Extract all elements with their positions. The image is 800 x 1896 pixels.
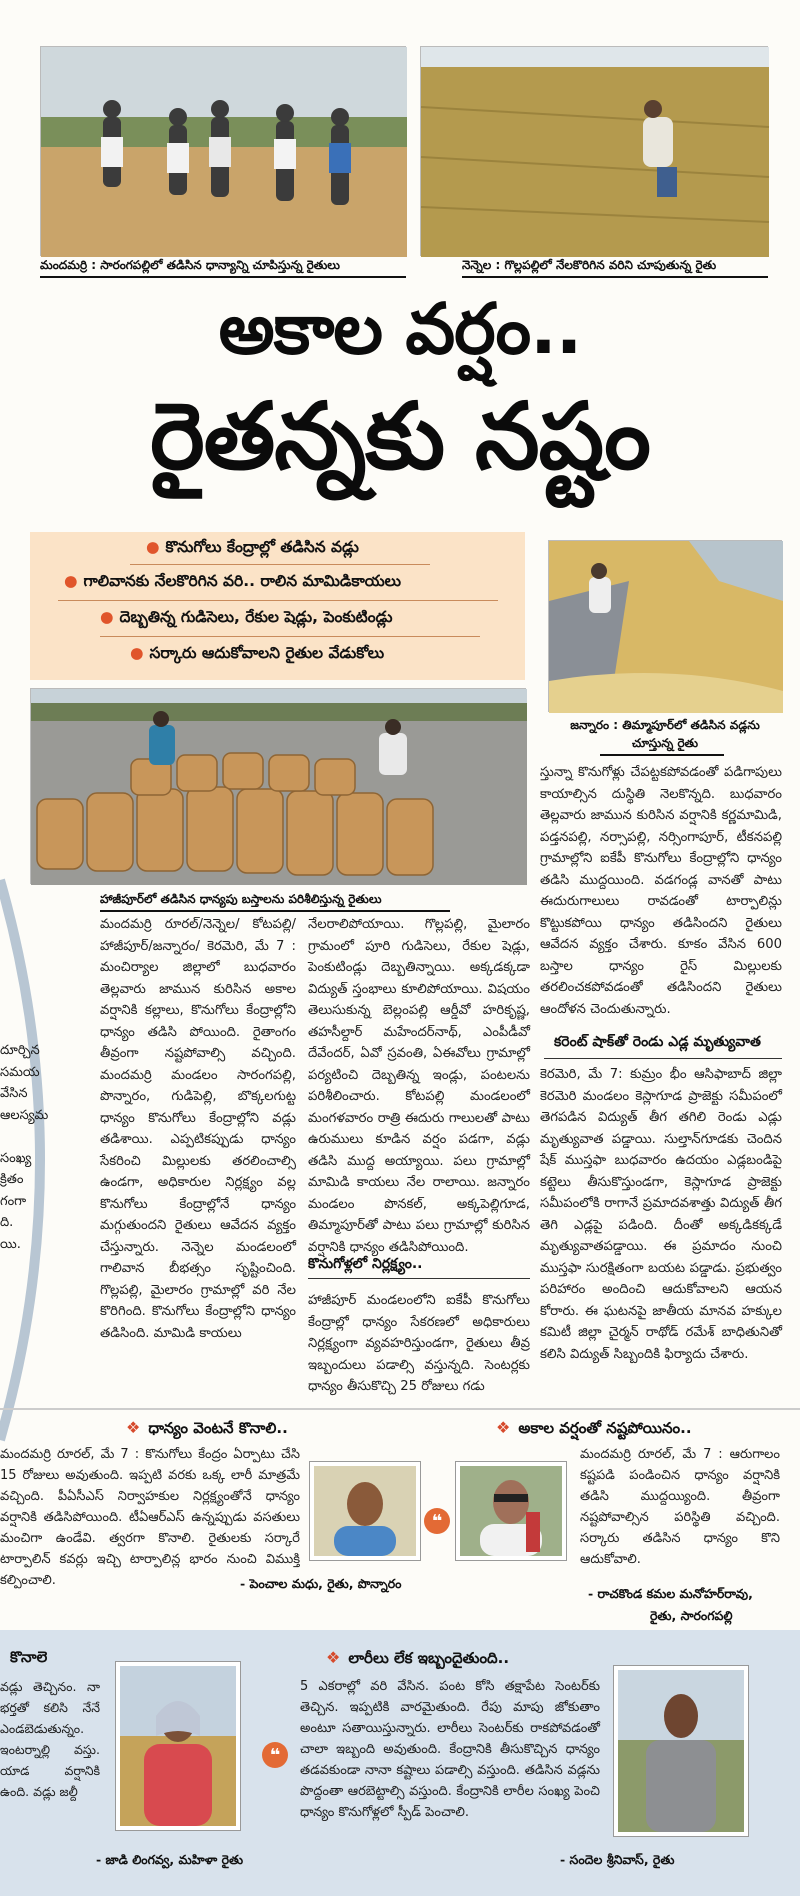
quote2-text: మందమర్రి రూరల్‌, మే 7 : ఆరుగాలం కష్టపడి పండించిన ధాన్యం వర్షానికి తడిసి ముద్దయ్యింది. తీవ్రంగా నష్టపోవాల్సిన పరిస్థితి వచ్చింది. సర్కారు తడిసిన ధాన్యం కొని ఆదుకోవాలి.: [580, 1447, 780, 1567]
article-col-2: నేలరాలిపోయాయి. గొల్లపల్లి, మైలారం గ్రామంలో పూరి గుడిసెలు, రేకుల షెడ్లు, పెంకుటిండ్లు దెబ్బతిన్నాయి. అక్కడక్కడా విద్యుత్‌ స్తంభాలు కూలిపోయాయి. విషయం తెలుసుకున్న బెల్లంపల్లి ఆర్డీవో హరికృష్ణ, తహసీల్దార్‌ మహేందర్‌నాథ్‌, ఎంపీడీవో దేవేందర్‌, ఏవో స్రవంతి, ఏఈవోలు గ్రామాల్లో పర్యటించి దెబ్బతిన్న ఇండ్లు, పంటలను పరిశీలించారు. కోటపల్లి మండలంలో మంగళవారం రాత్రి ఈదురు గాలులతో పాటు ఉరుములు కూడిన వర్షం పడగా, వడ్లు తడిసి ముద్ద అయ్యాయి. పలు గ్రామాల్లో మామిడి కాయలు నేల రాలాయి. జన్నారం మండలం పొనకల్‌, అక్కపెల్లిగూడ, తిమ్మాపూర్‌తో పాటు పలు గ్రామాల్లో కురిసిన వర్షానికి ధాన్యం తడిసిపోయింది.: [308, 917, 530, 1255]
photo-drying-paddy-image: [549, 541, 783, 713]
headline-line1: అకాల వర్షం..: [218, 288, 582, 370]
subhead-divider: [308, 1278, 530, 1279]
edge-fragment: సంఖ్య: [0, 1150, 32, 1166]
bullet-4: ● సర్కారు ఆదుకోవాలని రైతుల వేడుకోలు: [130, 644, 385, 662]
subhead-negligence: కొనుగోళ్లలో నిర్లక్ష్యం..: [308, 1256, 423, 1272]
caption-underline: [600, 754, 724, 756]
article-col-2b: హాజీపూర్‌ మండలంలోని ఐకేపీ కొనుగోలు కేంద్రాల్లో ధాన్యం సేకరణలో అధికారులు నిర్లక్ష్యంగా వ్యవహరిస్తుండగా, రైతులు తీవ్ర ఇబ్బందులు పడాల్సి వస్తున్నది. సెంటర్లకు ధాన్యం తీసుకొచ్చి 25 రోజులు గడు: [308, 1293, 530, 1394]
edge-fragment: వేసిన: [0, 1086, 28, 1101]
edge-fragment: గంగా: [0, 1193, 27, 1209]
diamond-icon: ❖: [126, 1418, 141, 1437]
quote2-title: [496, 1418, 692, 1441]
quote2-title-text: అకాల వర్షంతో నష్టపోయినం..: [518, 1419, 692, 1437]
subhead-current-shock: కరెంట్‌ షాక్‌తో రెండు ఎడ్ల మృత్యువాత: [554, 1034, 761, 1050]
quote2-attribution-1: - రాచకొండ కమల మనోహర్‌రావు,: [588, 1586, 753, 1601]
article-col-3b: కెరమెరి, మే 7: కుమ్రం భీం ఆసిఫాబాద్‌ జిల్లా కెరమెరి మండలం కెస్లాగూడ ప్రాజెక్టు సమీపంలో తెగపడిన విద్యుత్‌ తీగ తగిలి రెండు ఎడ్లు మృత్యువాత పడ్డాయి. సుల్తాన్‌గూడకు చెందిన షేక్‌ ముస్తఫా బుధవారం ఉదయం ఎడ్లబండిపై కట్టెలు తీసుకొస్తుండగా, కెస్లాగూడ ప్రాజెక్టు సమీపంలోకి రాగానే ప్రమాదవశాత్తు విద్యుత్‌ తీగ తెగి ఎడ్లపై పడింది. దీంతో అక్కడికక్కడే మృత్యువాతపడ్డాయి. ఈ ప్రమాదం నుంచి ముస్తఫా సురక్షితంగా బయట పడ్డాడు. ప్రభుత్వం పరిహారం అందించి ఆదుకోవాలని ఆయన కోరారు. ఈ ఘటనపై జాతీయ మానవ హక్కుల కమిటీ జిల్లా చైర్మన్‌ రాథోడ్‌ రమేశ్‌ బాధితునితో కలిసి విద్యుత్‌ సిబ్బందికి ఫిర్యాదు చేశారు.: [540, 1067, 782, 1362]
portrait-image: [618, 1670, 744, 1832]
bullet-divider: [130, 564, 430, 565]
bullet-2: ● గాలివానకు నేలకొరిగిన వరి.. రాలిన మామిడికాయలు: [64, 572, 402, 590]
quote-icon: ❝: [262, 1742, 288, 1768]
diamond-icon: ❖: [326, 1648, 341, 1667]
portrait-image: [314, 1466, 416, 1556]
photo-gollapalli-farmer: [420, 46, 768, 256]
caption-gollapalli: నెన్నెల : గొల్లపల్లిలో నేలకొరిగిన వరిని చూపుతున్న రైతు: [462, 258, 717, 272]
bullet-divider: [58, 600, 498, 601]
caption-jannaram-1: జన్నారం : తిమ్మాపూర్‌లో తడిసిన వడ్లను: [570, 718, 760, 732]
quote1-attribution: - పెంచాల మధు, రైతు, పొన్నారం: [240, 1576, 402, 1591]
bullet-text: గాలివానకు నేలకొరిగిన వరి.. రాలిన మామిడికాయలు: [83, 572, 402, 590]
edge-fragment: సమయ: [0, 1064, 40, 1080]
quote-icon: ❝: [424, 1508, 450, 1534]
bullet-text: కొనుగోలు కేంద్రాల్లో తడిసిన వడ్లు: [165, 538, 359, 556]
photo-jannaram: [548, 540, 782, 712]
bullet-divider: [100, 636, 480, 637]
quote4-title: [326, 1648, 509, 1671]
portrait-jadi-lingavva: [116, 1662, 240, 1830]
edge-fragment: దూర్చిన: [0, 1043, 40, 1058]
diamond-icon: ❖: [496, 1418, 511, 1437]
photo-hajipur-bags: [30, 688, 526, 884]
edge-fragments: [0, 1040, 56, 1255]
article-col-1: మందమర్రి రూరల్‌/నెన్నెల/ కోటపల్లి/హాజీపూర్‌/జన్నారం/ కెరమెరి, మే 7 : మంచిర్యాల జిల్లాలో బుధవారం తెల్లవారు జామున కురిసిన అకాల వర్షానికి కల్లాలు, కొనుగోలు కేంద్రాల్లోని ధాన్యం తడిసి పోయింది. రైతాంగం తీవ్రంగా నష్టపోవాల్సి వచ్చింది. మందమర్రి మండలం సారంగపల్లి, పొన్నారం, గుడిపెల్లి, బొక్కలగుట్ట ధాన్యం కొనుగోలు కేంద్రాల్లోని వడ్లు తడిశాయి. ఎప్పటికప్పుడు ధాన్యం సేకరించి మిల్లులకు తరలించాల్సి ఉండగా, అధికారుల నిర్లక్ష్యం వల్ల కొనుగోలు కేంద్రాల్లోనే ధాన్యం మగ్గుతుందని రైతులు ఆవేదన వ్యక్తం చేస్తున్నారు. నెన్నెల మండలంలో గాలివాన బీభత్సం సృష్టించింది. గొల్లపల్లి, మైలారం గ్రామాల్లో వరి నేల కొరిగింది. కొనుగోలు కేంద్రాల్లోని ధాన్యం తడిసింది. మామిడి కాయలు: [100, 917, 296, 1341]
subhead-divider: [544, 1058, 782, 1059]
caption-saranga: మందమర్రి : సారంగపల్లిలో తడిసిన ధాన్యాన్ని చూపిస్తున్న రైతులు: [40, 258, 340, 272]
portrait-sandela-srinivas: [614, 1666, 748, 1836]
photo-bags-image: [31, 689, 527, 885]
quote3-title: కొనాలె: [10, 1648, 48, 1666]
section-divider: [0, 1408, 800, 1410]
bullet-1: ● కొనుగోలు కేంద్రాల్లో తడిసిన వడ్లు: [146, 538, 359, 556]
portrait-kamala-manohar: [456, 1462, 566, 1560]
quote3-text: వడ్లు తెచ్చినం. నా భర్తతో కలిసి నేనే ఎండబెడుతున్నం. ఇంటర్నాల్లి వస్తు. యాడ వర్షానికి ఉంది. వడ్లు జల్దీ: [0, 1679, 100, 1799]
edge-fragment: ఆలస్యమ: [0, 1107, 49, 1123]
quote2-attribution-2: రైతు, సారంగపల్లి: [650, 1608, 733, 1623]
bullet-text: దెబ్బతిన్న గుడిసెలు, రేకుల షెడ్లు, పెంకుటిండ్లు: [119, 608, 393, 626]
article-col-3: స్తున్నా కొనుగోళ్లు చేపట్టకపోవడంతో పడిగాపులు కాయాల్సిన దుస్థితి నెలకొన్నది. బుధవారం తెల్లవారు జామున కురిసిన వర్షానికి కర్ణమామిడి, పడ్తనపల్లి, నర్సాపల్లి, నర్సింగాపూర్‌, టీకనపల్లి గ్రామాల్లోని ఐకేపీ కొనుగోలు కేంద్రాల్లోని ధాన్యం తడిసి ముద్దయింది. వడగండ్ల వానతో పాటు ఈదురుగాలులు రావడంతో టార్పాలిన్లు కొట్టుకపోయి ధాన్యం తడిసిందని రైతులు ఆవేదన వ్యక్తం చేశారు. కూకం వేసిన 600 బస్తాల ధాన్యం రైస్‌ మిల్లులకు తరలించకపోవడంతో తడిసిందని రైతులు ఆందోళన చెందుతున్నారు.: [540, 765, 782, 1017]
photo-saranga-farmers: [40, 46, 406, 256]
photo-farmers-image: [41, 47, 407, 257]
quote3-attribution: - జాడి లింగవ్వ, మహిళా రైతు: [96, 1852, 244, 1867]
edge-fragment: క్రితం: [0, 1172, 24, 1187]
quote4-attribution: - సందెల శ్రీనివాస్‌, రైతు: [560, 1852, 675, 1867]
bullet-3: ● దెబ్బతిన్న గుడిసెలు, రేకుల షెడ్లు, పెంకుటిండ్లు: [100, 608, 393, 626]
caption-underline: [40, 276, 406, 278]
quote1-title-text: ధాన్యం వెంటనే కొనాలి..: [148, 1419, 288, 1437]
edge-fragment: యి.: [0, 1236, 21, 1252]
portrait-image: [120, 1666, 236, 1826]
quote1-text: మందమర్రి రూరల్‌, మే 7 : కొనుగోలు కేంద్రం ఏర్పాటు చేసి 15 రోజులు అవుతుంది. ఇప్పటి వరకు ఒక్క లారీ మాత్రమే వచ్చింది. పీఏసీఎస్‌ నిర్వాహకుల నిర్లక్ష్యంతోనే ధాన్యం వర్షానికి తడిసిపోయింది. టీఏఆర్‌ఎస్‌ ఉన్నప్పుడు వసతులు మంచిగా ఉండేవి. త్వరగా కొనాలి. రైతులకు సర్కారే టార్పాలిన్‌ కవర్లు ఇచ్చి టార్పాలిన్ల భారం నుంచి విముక్తి కల్పించాలి.: [0, 1447, 300, 1588]
photo-paddy-field-image: [421, 47, 769, 257]
bullet-text: సర్కారు ఆదుకోవాలని రైతుల వేడుకోలు: [149, 644, 385, 662]
quote4-title-text: లారీలు లేక ఇబ్బందైతుంది..: [348, 1649, 510, 1667]
quote4-text: 5 ఎకరాల్లో వరి వేసిన. పంట కోసి తక్షాపేట సెంటర్‌కు తెచ్చిన. ఇప్పటికి వారమైతుంది. రేపు మాపు జోకుతాం అంటూ సతాయిస్తున్నారు. లారీలు సెంటర్‌కు రాకపోవడంతో చాలా ఇబ్బంది అవుతుంది. కేంద్రానికి తీసుకొచ్చిన ధాన్యం తడవకుండా నానా కష్టాలు పడాల్సి వస్తుంది. తడిసిన వడ్లను పొద్దంతా ఆరబెట్టాల్సి వస్తుంది. కేంద్రానికి లారీల సంఖ్య పెంచి ధాన్యం కొనుగోళ్లలో స్పీడ్‌ పెంచాలి.: [300, 1679, 600, 1820]
edge-fragment: ది.: [0, 1215, 14, 1230]
caption-jannaram-2: చూస్తున్న రైతు: [631, 736, 699, 750]
portrait-image: [460, 1466, 562, 1556]
caption-underline: [462, 276, 768, 278]
portrait-pencala-madhu: [310, 1462, 420, 1560]
headline-line2: రైతన్నకు నష్టం: [150, 383, 650, 490]
quote1-title: [126, 1418, 288, 1441]
highlights-box: [30, 532, 525, 680]
edge-fragment: [0, 1126, 56, 1148]
caption-underline: [100, 910, 450, 912]
caption-hajipur: హాజీపూర్‌లో తడిసిన ధాన్యపు బస్తాలను పరిశీలిస్తున్న రైతులు: [100, 892, 382, 906]
